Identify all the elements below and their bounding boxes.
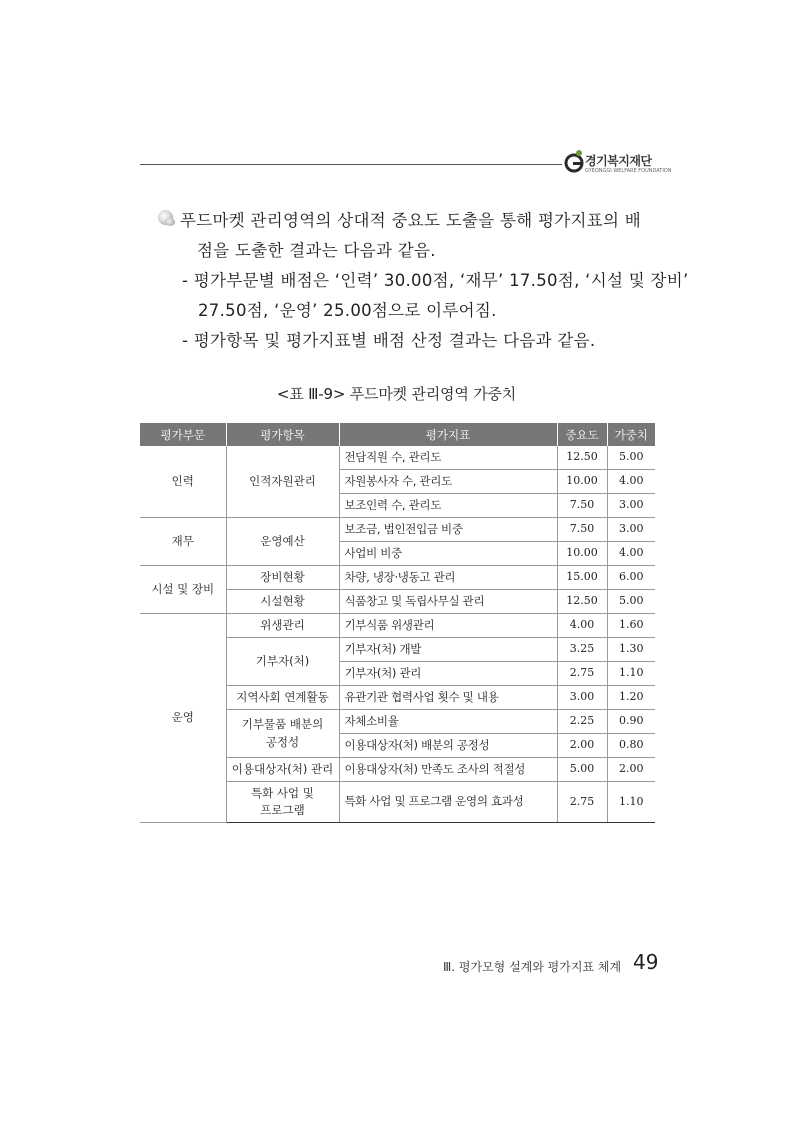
logo-subtext: GYEONGGI WELFARE FOUNDATION [585,168,672,174]
table-row [140,518,655,542]
importance-cell: 3.00 [557,686,607,710]
importance-cell: 15.00 [557,566,607,590]
item-cell: 인적자원관리 [226,446,339,518]
table-caption: <표 Ⅲ-9> 푸드마켓 관리영역 가중치 [276,385,517,403]
importance-cell: 2.75 [557,662,607,686]
item-cell-line: 프로그램 [260,803,305,817]
indicator-cell: 보조금, 법인전입금 비중 [339,518,557,542]
importance-cell: 2.25 [557,710,607,734]
item-cell [226,710,339,758]
logo-mark-icon [563,148,585,176]
item-cell-line: 특화 사업 및 [251,785,314,800]
importance-cell: 10.00 [557,470,607,494]
table-row [140,614,655,638]
page-number: 49 [633,950,659,974]
item-cell: 기부자(처) [226,638,339,686]
header-category: 평가부문 [140,423,226,446]
header-importance: 중요도 [557,423,607,446]
item-cell [226,782,339,823]
importance-cell: 10.00 [557,542,607,566]
importance-cell: 2.75 [557,782,607,823]
item-cell-line: 기부물품 배분의 [241,717,324,732]
importance-cell: 3.25 [557,638,607,662]
importance-cell: 12.50 [557,590,607,614]
weight-cell: 3.00 [607,518,655,542]
weight-cell: 1.20 [607,686,655,710]
importance-cell: 4.00 [557,614,607,638]
importance-cell: 7.50 [557,518,607,542]
weight-cell: 1.30 [607,638,655,662]
importance-cell: 2.00 [557,734,607,758]
weight-cell: 1.10 [607,662,655,686]
weight-cell: 3.00 [607,494,655,518]
weights-table [140,423,655,823]
item-cell: 이용대상자(처) 관리 [226,758,339,782]
indicator-cell: 기부식품 위생관리 [339,614,557,638]
weight-cell: 1.60 [607,614,655,638]
foundation-logo [563,148,672,178]
indicator-cell: 자체소비율 [339,710,557,734]
dash-item-continuation: 27.50점, ‘운영’ 25.00점으로 이루어짐. [198,301,497,320]
paragraph-line: 푸드마켓 관리영역의 상대적 중요도 도출을 통해 평가지표의 배 [180,211,642,230]
table-row [140,446,655,470]
indicator-cell: 특화 사업 및 프로그램 운영의 효과성 [339,782,557,823]
header-weight: 가중치 [607,423,655,446]
indicator-cell: 보조인력 수, 관리도 [339,494,557,518]
dash-item: - 평가부문별 배점은 ‘인력’ 30.00점, ‘재무’ 17.50점, ‘시설 및 장비’ [182,271,689,290]
weight-cell: 0.80 [607,734,655,758]
chapter-title: Ⅲ. 평가모형 설계와 평가지표 체계 [443,960,622,974]
category-cell: 시설 및 장비 [140,566,226,614]
item-cell: 운영예산 [226,518,339,566]
weight-cell: 4.00 [607,542,655,566]
weight-cell: 5.00 [607,446,655,470]
header-rule [140,164,562,165]
indicator-cell: 이용대상자(처) 만족도 조사의 적절성 [339,758,557,782]
indicator-cell: 기부자(처) 관리 [339,662,557,686]
weight-cell: 4.00 [607,470,655,494]
importance-cell: 7.50 [557,494,607,518]
weight-cell: 6.00 [607,566,655,590]
item-cell: 위생관리 [226,614,339,638]
dash-item: - 평가항목 및 평가지표별 배점 산정 결과는 다음과 같음. [182,331,596,350]
weight-cell: 1.10 [607,782,655,823]
header-indicator: 평가지표 [339,423,557,446]
indicator-cell: 차량, 냉장·냉동고 관리 [339,566,557,590]
weight-cell: 5.00 [607,590,655,614]
weight-cell: 0.90 [607,710,655,734]
logo-text: 경기복지재단 [585,154,652,168]
bullet-icon [158,210,173,225]
importance-cell: 5.00 [557,758,607,782]
indicator-cell: 기부자(처) 개발 [339,638,557,662]
importance-cell: 12.50 [557,446,607,470]
category-cell: 운영 [140,614,226,823]
table-row [140,566,655,590]
item-cell: 시설현황 [226,590,339,614]
indicator-cell: 이용대상자(처) 배분의 공정성 [339,734,557,758]
table-header-row [140,423,655,446]
indicator-cell: 식품창고 및 독립사무실 관리 [339,590,557,614]
item-cell-line: 공정성 [265,734,300,749]
category-cell: 재무 [140,518,226,566]
header-item: 평가항목 [226,423,339,446]
indicator-cell: 자원봉사자 수, 관리도 [339,470,557,494]
paragraph-line: 점을 도출한 결과는 다음과 같음. [197,241,436,260]
indicator-cell: 전담직원 수, 관리도 [339,446,557,470]
indicator-cell: 유관기관 협력사업 횟수 및 내용 [339,686,557,710]
item-cell: 지역사회 연계활동 [226,686,339,710]
indicator-cell: 사업비 비중 [339,542,557,566]
category-cell: 인력 [140,446,226,518]
weight-cell: 2.00 [607,758,655,782]
item-cell: 장비현황 [226,566,339,590]
